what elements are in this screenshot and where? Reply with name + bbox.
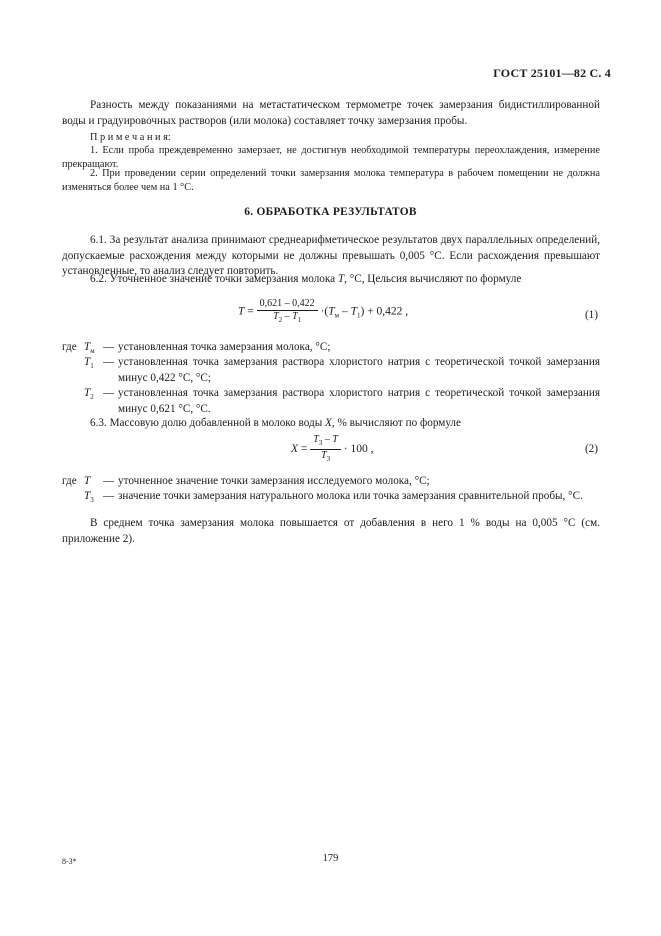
formula-2: X = $\frac{T_3 - T}{T_3}$ · 100 , (291, 434, 374, 463)
definition-symbol: $T_м$ (84, 341, 95, 355)
definition-symbol: $T_3$ (84, 490, 94, 504)
definition-dash: — (103, 356, 115, 368)
equation-number-2: (2) (584, 443, 598, 455)
definition-text: установленная точка замерзания раствора хлористого натрия с теоретической точкой замерзания минус 0,422 °С, °С; (118, 356, 600, 384)
paragraph-6-3: 6.3. Массовую долю добавленной в молоко воды X, % вычисляют по формуле (90, 417, 461, 429)
definition-symbol: $T_1$ (84, 356, 94, 370)
definition-text: установленная точка замерзания раствора хлористого натрия с теоретической точкой замерзания минус 0,621 °С, °С. (118, 387, 600, 415)
running-header: ГОСТ 25101—82 С. 4 (493, 66, 611, 80)
formula-1: T = $\frac{0,621 - 0,422}{T_2 - T_1}$ $\cdot(T_м - T_1) + 0,422$ , (238, 298, 409, 324)
definition-text: значение точки замерзания натурального молока или точка замерзания сравнительной пробы, °С. (118, 490, 583, 502)
signature-mark: 8-3* (62, 857, 77, 866)
closing-paragraph: В среднем точка замерзания молока повышается от добавления в него 1 % воды на 0,005 °С (см. приложение 2). (62, 517, 600, 545)
definition-text: установленная точка замерзания молока, °С; (118, 341, 331, 353)
where-label: где (62, 341, 77, 353)
paragraph-6-2: 6.2. Уточненное значение точки замерзания молока T, °С, Цельсия вычисляют по формуле (90, 273, 522, 285)
notes-title: П р и м е ч а н и я: (90, 132, 171, 143)
note-1: 1. Если проба преждевременно замерзает, не достигнув необходимой температуры переохлаждения, измерение прекращают. (62, 145, 600, 170)
definition-dash: — (103, 387, 115, 399)
definition-dash: — (103, 475, 115, 487)
definition-text: уточненное значение точки замерзания исследуемого молока, °С; (118, 475, 430, 487)
definition-symbol: $T_2$ (84, 387, 94, 401)
formula-1-fraction: $\frac{0,621 - 0,422}{T_2 - T_1}$ (257, 298, 318, 326)
note-2: 2. При проведении серии определений точки замерзания молока температура в рабочем помещении не должна изменяться более чем на 1 °С. (62, 168, 600, 193)
definition-symbol: T (84, 475, 91, 487)
equation-number-1: (1) (584, 309, 598, 321)
section-title: 6. ОБРАБОТКА РЕЗУЛЬТАТОВ (244, 206, 417, 218)
definition-dash: — (103, 490, 115, 502)
definition-dash: — (103, 341, 115, 353)
where-label: где (62, 475, 77, 487)
page-number: 179 (322, 853, 339, 864)
intro-paragraph: Разность между показаниями на метастатическом термометре точек замерзания бидистиллированной воды и градуировочных растворов (или молока) составляет точку замерзания пробы. (62, 99, 600, 127)
paragraph-6-1: 6.1. За результат анализа принимают среднеарифметическое результатов двух параллельных определений, допускаемые расхождения между которыми не должны превышать 0,005 °С. Если расхождения превышают установленные, то анализ следует повторить. (62, 234, 600, 277)
formula-2-fraction: $\frac{T_3 - T}{T_3}$ (310, 434, 341, 465)
